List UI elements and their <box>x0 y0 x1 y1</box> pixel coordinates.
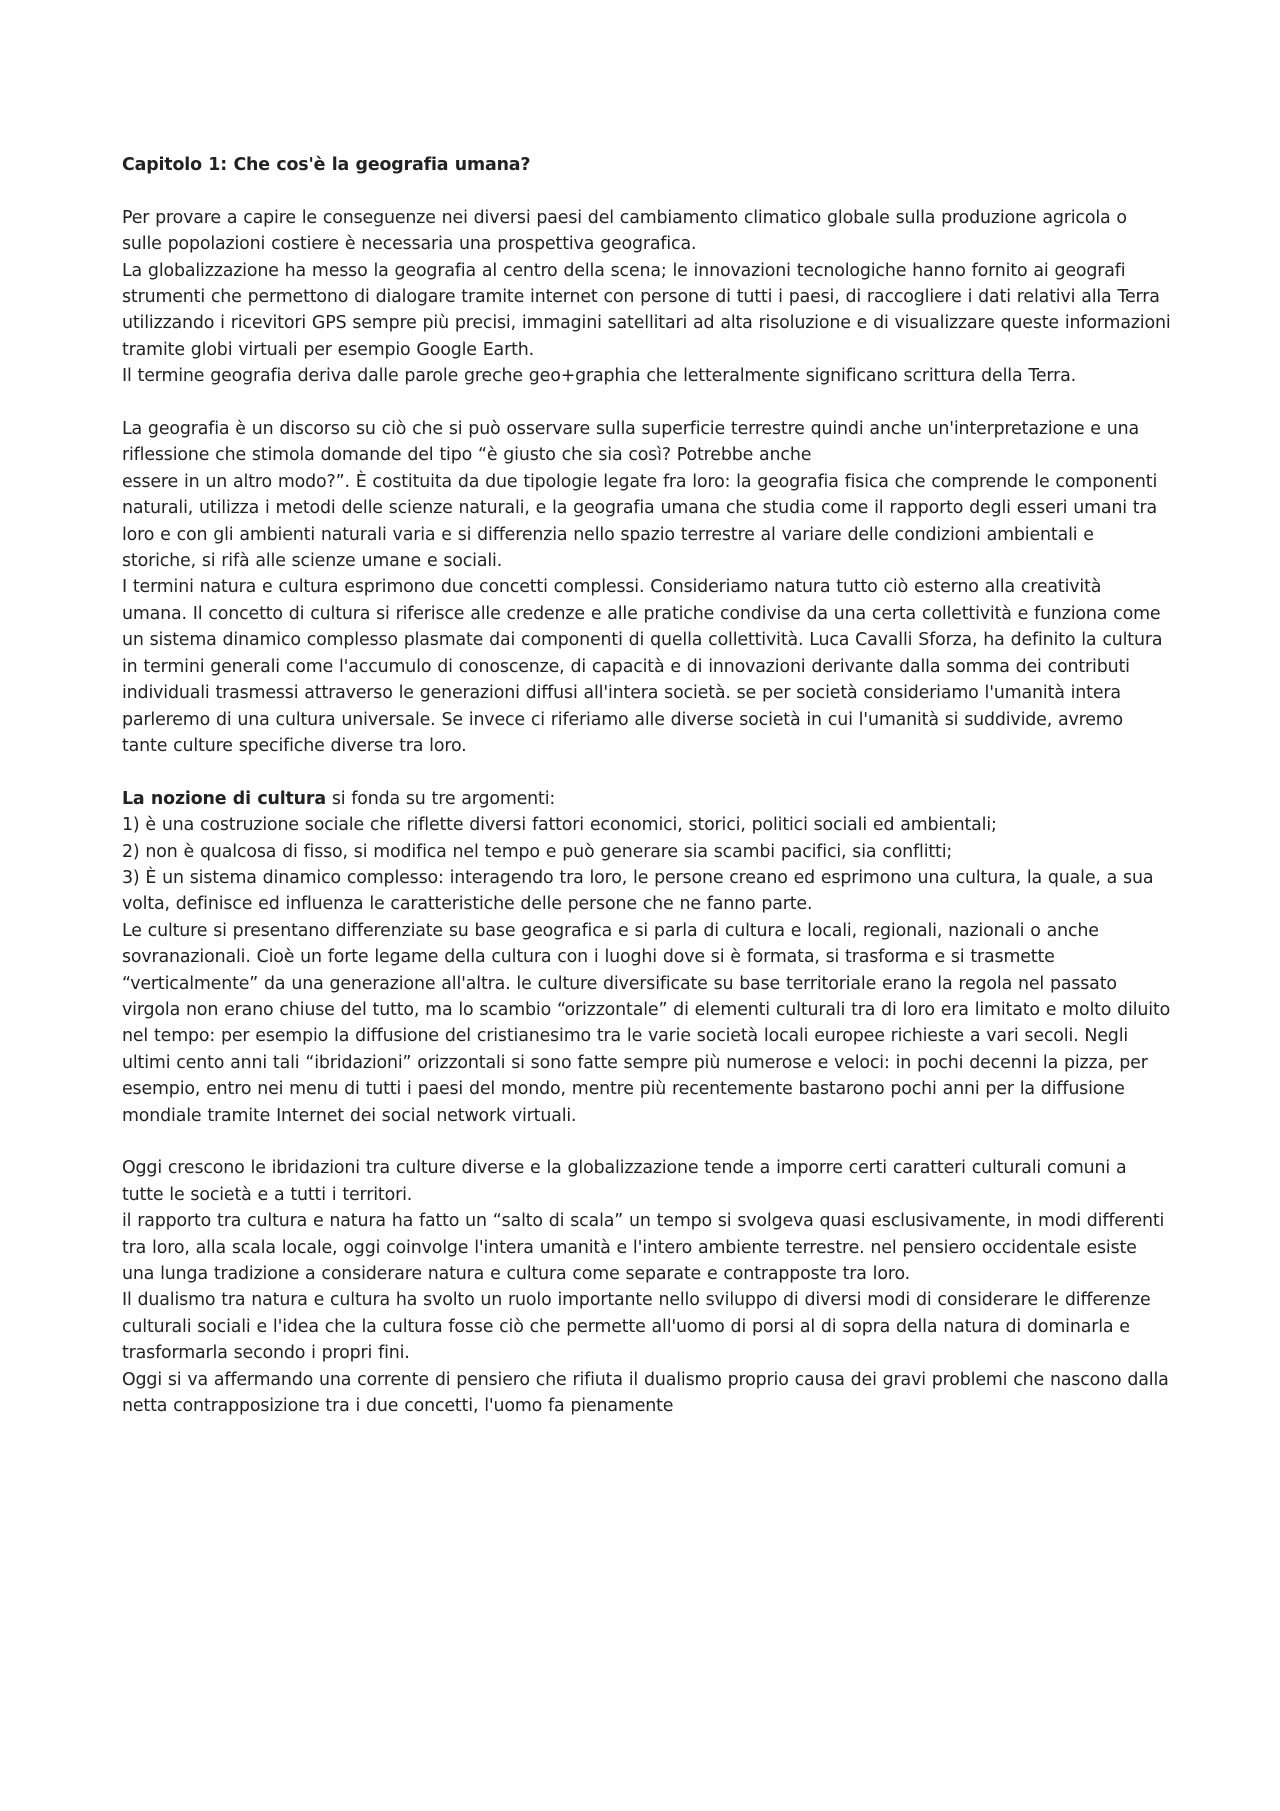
paragraph: Oggi crescono le ibridazioni tra culture diverse e la globalizzazione tende a imporre certi caratteri culturali comuni a tutte le società e a tutti i territori. <box>122 1158 1127 1205</box>
list-item: 2) non è qualcosa di fisso, si modifica nel tempo e può generare sia scambi pacifici, sia conflitti; <box>122 841 953 862</box>
culture-heading <box>122 786 1172 812</box>
spacer <box>122 1129 1172 1155</box>
paragraph: Il termine geografia deriva dalle parole greche geo+graphia che letteralmente significano scrittura della Terra. <box>122 366 1076 387</box>
culture-heading-rest: si fonda su tre argomenti: <box>325 788 556 809</box>
intro-block <box>122 205 1172 390</box>
culture-section <box>122 786 1172 1129</box>
list-item: 3) È un sistema dinamico complesso: interagendo tra loro, le persone creano ed esprimono una cultura, la quale, a sua volta, definisce ed influenza le caratteristiche delle persone che ne fanno parte. <box>122 867 1154 915</box>
list-item: 1) è una costruzione sociale che riflette diversi fattori economici, storici, politici sociali ed ambientali; <box>122 815 997 836</box>
paragraph: Oggi si va affermando una corrente di pensiero che rifiuta il dualismo proprio causa dei gravi problemi che nascono dalla netta contrapposizione tra i due concetti, l'uomo fa pienamente <box>122 1369 1169 1417</box>
spacer <box>122 390 1172 416</box>
spacer <box>122 759 1172 785</box>
culture-heading-bold: La nozione di cultura <box>122 788 326 809</box>
paragraph: essere in un altro modo?”. È costituita da due tipologie legate fra loro: la geografia fisica che comprende le componenti naturali, utilizza i metodi delle scienze naturali, e la geografia umana che studia come il rapporto degli esseri umani tra loro e con gli ambienti naturali varia e si differenzia nello spazio terrestre al variare delle condizioni ambientali e storiche, si rifà alle scienze umane e sociali. <box>122 471 1158 572</box>
paragraph: il rapporto tra cultura e natura ha fatto un “salto di scala” un tempo si svolgeva quasi esclusivamente, in modi differenti tra loro, alla scala locale, oggi coinvolge l'intera umanità e l'intero ambiente terrestre. nel pensiero occidentale esiste una lunga tradizione a considerare natura e cultura come separate e contrapposte tra loro. <box>122 1211 1165 1284</box>
paragraph: Il dualismo tra natura e cultura ha svolto un ruolo importante nello sviluppo di diversi modi di considerare le differenze culturali sociali e l'idea che la cultura fosse ciò che permette all'uomo di porsi al di sopra della natura di dominarla e trasformarla secondo i propri fini. <box>122 1290 1151 1364</box>
paragraph: La globalizzazione ha messo la geografia al centro della scena; le innovazioni tecnologiche hanno fornito ai geografi strumenti che permettono di dialogare tramite internet con persone di tutti i paesi, di raccogliere i dati relativi alla Terra utilizzando i ricevitori GPS sempre più precisi, immagini satellitari ad alta risoluzione e di visualizzare queste informazioni tramite globi virtuali per esempio Google Earth. <box>122 260 1171 360</box>
chapter-title: Capitolo 1: Che cos'è la geografia umana? <box>122 155 531 175</box>
final-block <box>122 1155 1172 1419</box>
paragraph: Per provare a capire le conseguenze nei diversi paesi del cambiamento climatico globale sulla produzione agricola o sulle popolazioni costiere è necessaria una prospettiva geografica. <box>122 207 1127 255</box>
paragraph: I termini natura e cultura esprimono due concetti complessi. Consideriamo natura tutto ciò esterno alla creatività umana. Il concetto di cultura si riferisce alle credenze e alle pratiche condivise da una certa collettività e funziona come un sistema dinamico complesso plasmate dai componenti di quella collettività. Luca Cavalli Sforza, ha definito la cultura in termini generali come l'accumulo di conoscenze, di capacità e di innovazioni derivante dalla somma dei contributi individuali trasmessi attraverso le generazioni diffusi all'intera società. se per società consideriamo l'umanità intera parleremo di una cultura universale. Se invece ci riferiamo alle diverse società in cui l'umanità si suddivide, avremo tante culture specifiche diverse tra loro. <box>122 577 1163 756</box>
paragraph: Le culture si presentano differenziate su base geografica e si parla di cultura e locali, regionali, nazionali o anche sovranazionali. Cioè un forte legame della cultura con i luoghi dove si è formata, si trasforma e si trasmette “verticalmente” da una generazione all'altra. le culture diversificate su base territoriale erano la regola nel passato virgola non erano chiuse del tutto, ma lo scambio “orizzontale” di elementi culturali tra di loro era limitato e molto diluito nel tempo: per esempio la diffusione del cristianesimo tra le varie società locali europee richieste a vari secoli. Negli ultimi cento anni tali “ibridazioni” orizzontali si sono fatte sempre più numerose e veloci: in pochi decenni la pizza, per esempio, entro nei menu di tutti i paesi del mondo, mentre più recentemente bastarono pochi anni per la diffusione mondiale tramite Internet dei social network virtuali. <box>122 920 1171 1126</box>
geography-block <box>122 416 1172 759</box>
document-page <box>122 152 1172 1419</box>
paragraph: La geografia è un discorso su ciò che si può osservare sulla superficie terrestre quindi anche un'interpretazione e una riflessione che stimola domande del tipo “è giusto che sia così? Potrebbe anche <box>122 419 1139 466</box>
